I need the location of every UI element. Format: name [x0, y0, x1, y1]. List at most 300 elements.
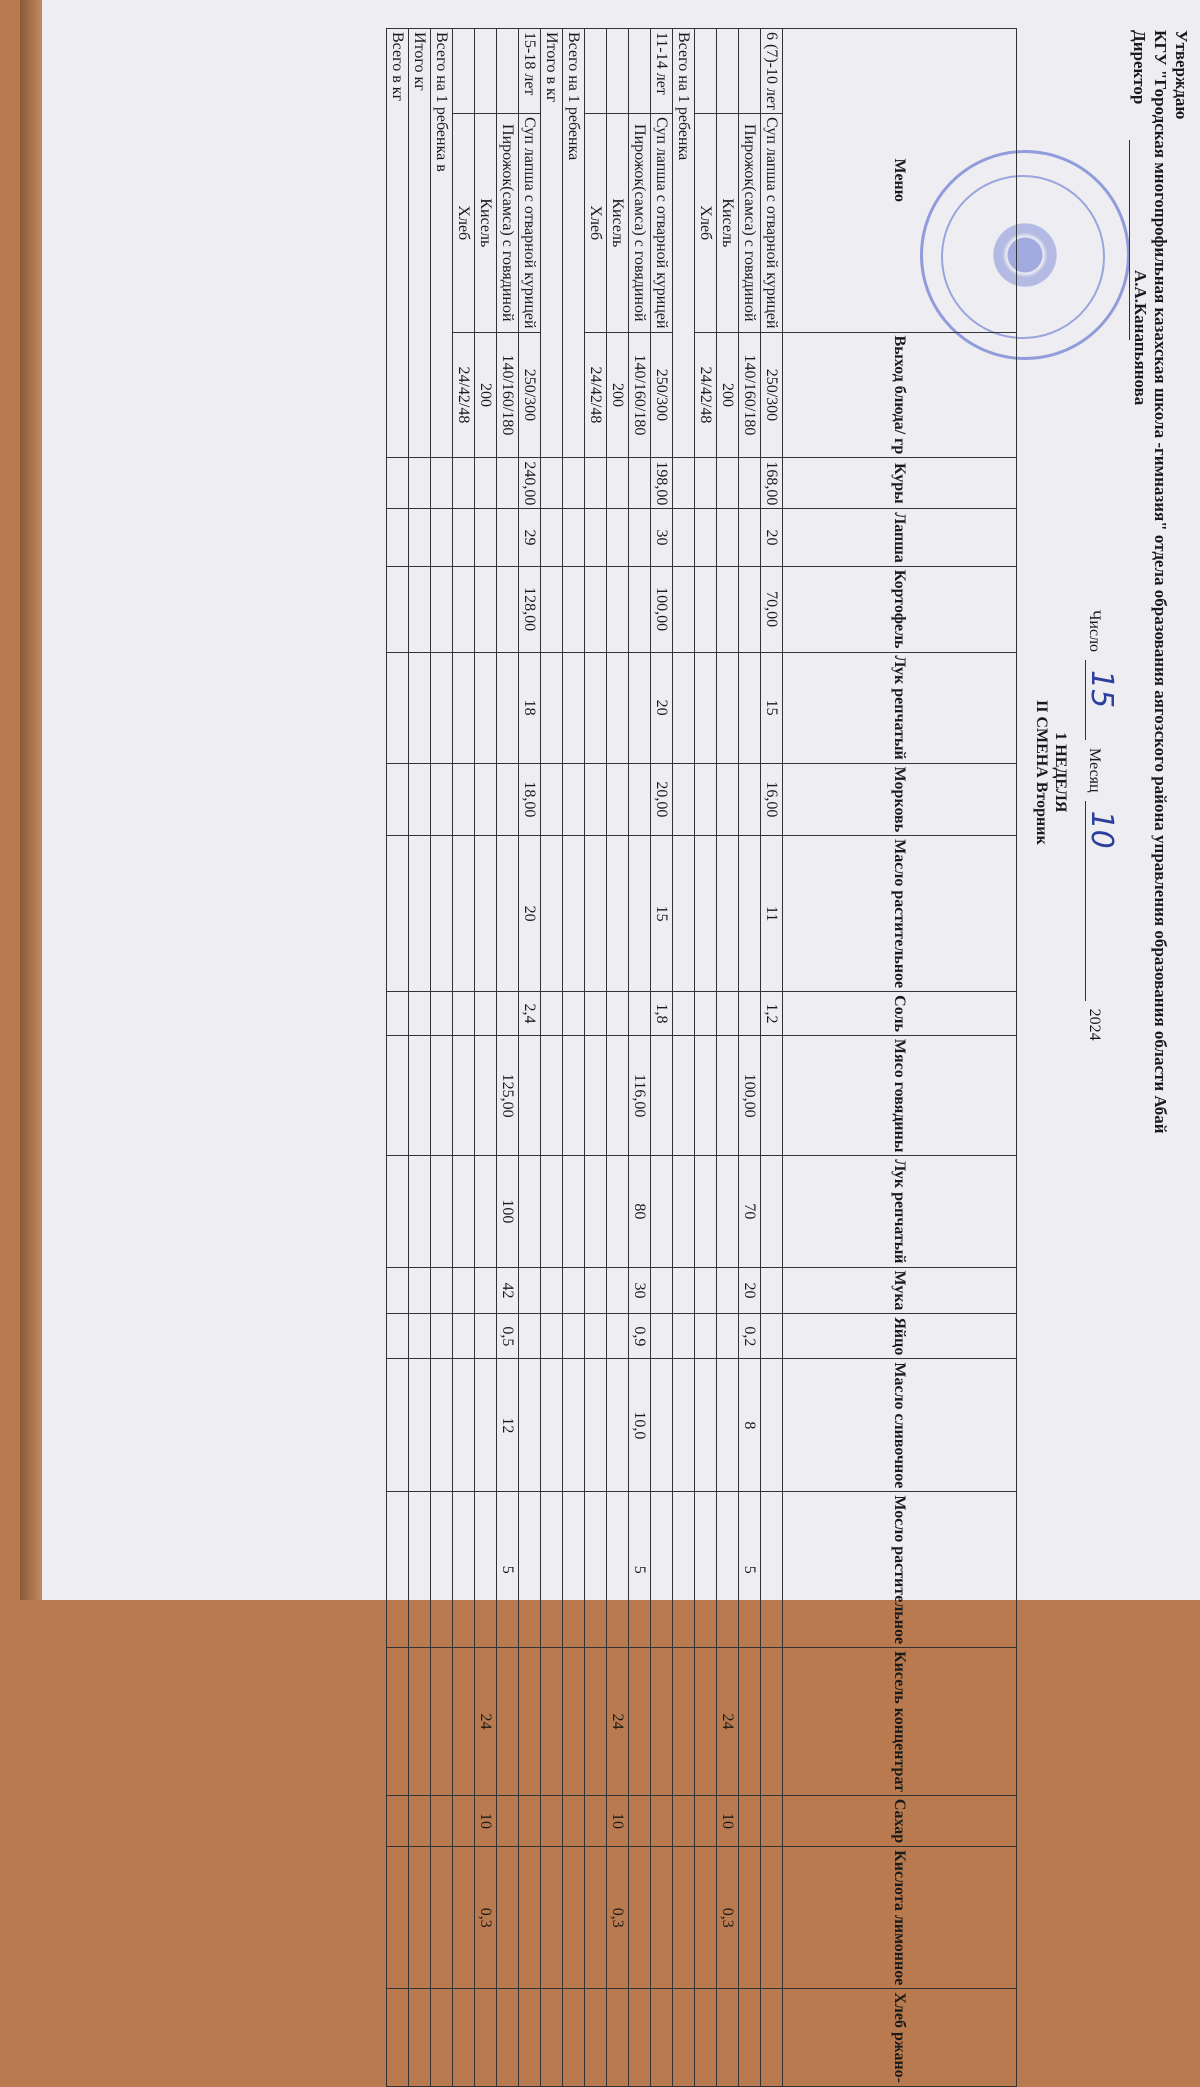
ingredient-cell — [695, 992, 717, 1036]
month-value: 10 — [1084, 810, 1119, 849]
ingredient-cell — [695, 1989, 717, 2087]
total-cell — [673, 1847, 695, 1989]
ingredient-cell — [585, 1314, 607, 1359]
ingredient-cell — [651, 1847, 673, 1989]
ingredient-cell: 0,5 — [497, 1314, 519, 1359]
ingredient-cell — [519, 1156, 541, 1267]
age-group-cell: 11-14 лет — [651, 29, 673, 114]
yield-cell: 24/42/48 — [695, 332, 717, 458]
total-cell — [409, 992, 431, 1036]
ingredient-cell — [453, 836, 475, 992]
ingredient-cell — [695, 1847, 717, 1989]
total-cell — [409, 566, 431, 652]
total-cell — [563, 836, 585, 992]
table-row — [651, 29, 673, 2087]
total-label: Всего на 1 ребенка — [673, 29, 695, 458]
year-value: 2024 — [1086, 1008, 1103, 1041]
ingredient-cell — [585, 1359, 607, 1492]
ingredient-cell — [695, 1267, 717, 1314]
ingredient-cell — [651, 1492, 673, 1648]
total-row — [387, 29, 409, 2087]
total-cell — [541, 458, 563, 509]
total-cell — [409, 1648, 431, 1796]
total-cell — [431, 1035, 453, 1155]
ingredient-cell: 20 — [761, 509, 783, 566]
total-label: Итого в кг — [541, 29, 563, 458]
total-cell — [387, 1989, 409, 2087]
ingredient-cell: 125,00 — [497, 1035, 519, 1155]
dish-name-cell: Пирожок(самса) с говядиной — [497, 114, 519, 332]
header-block — [1129, 30, 1192, 1134]
ingredient-cell — [497, 763, 519, 836]
total-cell — [387, 1267, 409, 1314]
column-header: Яйцо — [783, 1314, 1017, 1359]
total-cell — [673, 992, 695, 1036]
ingredient-cell — [519, 1035, 541, 1155]
ingredient-cell: 30 — [629, 1267, 651, 1314]
month-label: Месяц — [1086, 748, 1103, 793]
table-header-row — [783, 29, 1017, 2087]
ingredient-cell — [629, 992, 651, 1036]
total-cell — [409, 1267, 431, 1314]
ingredient-cell — [475, 509, 497, 566]
total-row — [541, 29, 563, 2087]
ingredient-cell — [717, 1492, 739, 1648]
ingredient-cell — [497, 992, 519, 1036]
ingredient-cell: 8 — [739, 1359, 761, 1492]
yield-cell: 250/300 — [519, 332, 541, 458]
column-header: Кортофель — [783, 566, 1017, 652]
ingredient-cell — [497, 566, 519, 652]
total-cell — [431, 1314, 453, 1359]
ingredient-cell — [717, 1267, 739, 1314]
total-cell — [563, 1492, 585, 1648]
total-cell — [541, 509, 563, 566]
total-cell — [563, 566, 585, 652]
ingredient-cell — [695, 652, 717, 763]
ingredient-cell — [497, 836, 519, 992]
ingredient-cell: 15 — [761, 652, 783, 763]
ingredient-cell — [761, 1847, 783, 1989]
day-label: Число — [1086, 610, 1103, 653]
total-cell — [409, 1847, 431, 1989]
total-cell — [431, 1492, 453, 1648]
date-row — [1084, 610, 1119, 1041]
ingredient-cell — [629, 566, 651, 652]
ingredient-cell — [607, 1156, 629, 1267]
ingredient-cell — [629, 1795, 651, 1846]
age-group-cell — [717, 29, 739, 114]
ingredient-cell — [475, 1359, 497, 1492]
day-value: 15 — [1084, 670, 1119, 709]
total-cell — [673, 1156, 695, 1267]
ingredient-cell — [519, 1795, 541, 1846]
ingredient-cell — [761, 1156, 783, 1267]
total-cell — [673, 458, 695, 509]
ingredient-cell — [453, 1267, 475, 1314]
ingredient-cell — [761, 1359, 783, 1492]
age-group-cell — [629, 29, 651, 114]
total-cell — [431, 1847, 453, 1989]
ingredient-cell — [585, 566, 607, 652]
dish-name-cell: Кисель — [717, 114, 739, 332]
ingredient-cell — [739, 763, 761, 836]
dish-name-cell: Суп лапша с отварной курицей — [761, 114, 783, 332]
ingredient-cell — [585, 1989, 607, 2087]
total-cell — [387, 1795, 409, 1846]
total-cell — [541, 1989, 563, 2087]
menu-table — [386, 28, 1017, 2087]
dish-name-cell: Хлеб — [695, 114, 717, 332]
ingredient-cell — [761, 1314, 783, 1359]
column-header: Соль — [783, 992, 1017, 1036]
yield-cell: 140/160/180 — [629, 332, 651, 458]
ingredient-cell — [497, 1648, 519, 1796]
ingredient-cell: 12 — [497, 1359, 519, 1492]
total-cell — [541, 1035, 563, 1155]
table-row — [585, 29, 607, 2087]
ingredient-cell — [761, 1267, 783, 1314]
ingredient-cell: 100 — [497, 1156, 519, 1267]
ingredient-cell: 5 — [629, 1492, 651, 1648]
ingredient-cell: 0,2 — [739, 1314, 761, 1359]
total-cell — [409, 509, 431, 566]
approve-label: Утверждаю — [1172, 30, 1191, 120]
ingredient-cell — [453, 652, 475, 763]
total-cell — [431, 992, 453, 1036]
ingredient-cell — [453, 1359, 475, 1492]
total-cell — [541, 1492, 563, 1648]
ingredient-cell: 70 — [739, 1156, 761, 1267]
total-cell — [387, 1359, 409, 1492]
ingredient-cell: 10,0 — [629, 1359, 651, 1492]
age-group-cell — [607, 29, 629, 114]
ingredient-cell — [453, 509, 475, 566]
total-cell — [431, 458, 453, 509]
ingredient-cell — [585, 836, 607, 992]
total-cell — [431, 1648, 453, 1796]
age-group-cell: 15-18 лет — [519, 29, 541, 114]
column-header: Сахар — [783, 1795, 1017, 1846]
ingredient-cell: 128,00 — [519, 566, 541, 652]
ingredient-cell — [475, 1267, 497, 1314]
column-header: Лук репчатый — [783, 652, 1017, 763]
age-group-cell — [695, 29, 717, 114]
ingredient-cell — [717, 836, 739, 992]
dish-name-cell: Суп лапша с отварной курицей — [519, 114, 541, 332]
ingredient-cell — [739, 458, 761, 509]
yield-cell: 200 — [607, 332, 629, 458]
total-cell — [673, 1314, 695, 1359]
yield-cell: 250/300 — [761, 332, 783, 458]
total-cell — [541, 1795, 563, 1846]
column-header: Морковь — [783, 763, 1017, 836]
table-row — [497, 29, 519, 2087]
ingredient-cell — [695, 509, 717, 566]
column-header: Мука — [783, 1267, 1017, 1314]
column-header: Кислота лимонное — [783, 1847, 1017, 1989]
ingredient-cell — [475, 652, 497, 763]
table-row — [695, 29, 717, 2087]
ingredient-cell — [585, 1795, 607, 1846]
ingredient-cell — [739, 1847, 761, 1989]
total-cell — [409, 1492, 431, 1648]
ingredient-cell: 0,3 — [475, 1847, 497, 1989]
ingredient-cell — [585, 1156, 607, 1267]
ingredient-cell — [739, 509, 761, 566]
ingredient-cell — [651, 1267, 673, 1314]
ingredient-cell — [695, 1314, 717, 1359]
column-header: Лук репчатый — [783, 1156, 1017, 1267]
total-cell — [541, 1847, 563, 1989]
total-cell — [673, 509, 695, 566]
ingredient-cell: 20 — [739, 1267, 761, 1314]
ingredient-cell — [629, 1989, 651, 2087]
total-cell — [563, 652, 585, 763]
ingredient-cell: 20 — [519, 836, 541, 992]
ingredient-cell — [717, 1314, 739, 1359]
ingredient-cell — [607, 566, 629, 652]
ingredient-cell — [717, 1156, 739, 1267]
ingredient-cell: 20 — [651, 652, 673, 763]
ingredient-cell — [739, 566, 761, 652]
ingredient-cell: 24 — [475, 1648, 497, 1796]
ingredient-cell — [585, 1847, 607, 1989]
ingredient-cell — [695, 1795, 717, 1846]
ingredient-cell — [475, 1156, 497, 1267]
total-cell — [409, 652, 431, 763]
signer-name: А.А.Канапьянова — [1131, 270, 1150, 406]
ingredient-cell — [585, 763, 607, 836]
ingredient-cell — [607, 509, 629, 566]
ingredient-cell — [761, 1795, 783, 1846]
yield-cell: 24/42/48 — [585, 332, 607, 458]
table-row — [761, 29, 783, 2087]
table-row — [607, 29, 629, 2087]
ingredient-cell — [761, 1648, 783, 1796]
ingredient-cell: 100,00 — [739, 1035, 761, 1155]
total-label: Всего в кг — [387, 29, 409, 458]
column-header: Выход блюда/ гр — [783, 332, 1017, 458]
total-cell — [541, 652, 563, 763]
total-cell — [673, 1989, 695, 2087]
ingredient-cell — [651, 1359, 673, 1492]
total-cell — [409, 1989, 431, 2087]
total-cell — [673, 1035, 695, 1155]
ingredient-cell — [607, 1492, 629, 1648]
ingredient-cell — [519, 1847, 541, 1989]
ingredient-cell — [717, 1989, 739, 2087]
age-group-cell — [453, 29, 475, 114]
ingredient-cell: 15 — [651, 836, 673, 992]
rotated-document — [20, 0, 1200, 2084]
age-group-cell — [585, 29, 607, 114]
total-row — [431, 29, 453, 2087]
ingredient-cell: 18,00 — [519, 763, 541, 836]
ingredient-cell — [629, 652, 651, 763]
ingredient-cell — [651, 1648, 673, 1796]
ingredient-cell — [629, 836, 651, 992]
ingredient-cell: 168,00 — [761, 458, 783, 509]
total-cell — [541, 1267, 563, 1314]
ingredient-cell: 10 — [717, 1795, 739, 1846]
total-cell — [431, 1795, 453, 1846]
ingredient-cell — [629, 1648, 651, 1796]
table-row — [739, 29, 761, 2087]
column-header: Мясо говядины — [783, 1035, 1017, 1155]
total-cell — [673, 1267, 695, 1314]
total-cell — [673, 652, 695, 763]
total-row — [409, 29, 431, 2087]
ingredient-cell — [695, 1648, 717, 1796]
table-row — [629, 29, 651, 2087]
total-cell — [387, 652, 409, 763]
ingredient-cell — [739, 836, 761, 992]
ingredient-cell — [651, 1156, 673, 1267]
total-cell — [409, 1156, 431, 1267]
table-row — [453, 29, 475, 2087]
ingredient-cell: 0,3 — [717, 1847, 739, 1989]
age-group-cell — [475, 29, 497, 114]
ingredient-cell — [717, 1359, 739, 1492]
total-cell — [541, 566, 563, 652]
ingredient-cell — [739, 1648, 761, 1796]
total-cell — [541, 1359, 563, 1492]
ingredient-cell — [497, 1795, 519, 1846]
ingredient-cell — [695, 458, 717, 509]
ingredient-cell — [607, 652, 629, 763]
total-cell — [541, 1314, 563, 1359]
table-row — [475, 29, 497, 2087]
ingredient-cell — [651, 1795, 673, 1846]
ingredient-cell — [717, 1035, 739, 1155]
column-header: Масло сливочное — [783, 1359, 1017, 1492]
total-cell — [563, 1156, 585, 1267]
ingredient-cell: 30 — [651, 509, 673, 566]
ingredient-cell: 116,00 — [629, 1035, 651, 1155]
total-cell — [387, 763, 409, 836]
dish-name-cell: Хлеб — [585, 114, 607, 332]
ingredient-cell: 24 — [717, 1648, 739, 1796]
ingredient-cell — [585, 1492, 607, 1648]
total-cell — [387, 992, 409, 1036]
ingredient-cell — [497, 1989, 519, 2087]
ingredient-cell: 18 — [519, 652, 541, 763]
ingredient-cell — [739, 652, 761, 763]
ingredient-cell: 0,3 — [607, 1847, 629, 1989]
ingredient-cell — [695, 763, 717, 836]
ingredient-cell — [453, 1492, 475, 1648]
total-cell — [387, 458, 409, 509]
total-cell — [387, 1847, 409, 1989]
ingredient-cell — [695, 566, 717, 652]
ingredient-cell — [475, 1989, 497, 2087]
ingredient-cell — [607, 1989, 629, 2087]
ingredient-cell — [717, 992, 739, 1036]
ingredient-cell: 16,00 — [761, 763, 783, 836]
ingredient-cell: 10 — [475, 1795, 497, 1846]
total-cell — [541, 1156, 563, 1267]
ingredient-cell: 42 — [497, 1267, 519, 1314]
total-cell — [409, 836, 431, 992]
total-cell — [409, 1795, 431, 1846]
total-cell — [409, 763, 431, 836]
ingredient-cell — [475, 1314, 497, 1359]
dish-name-cell: Кисель — [475, 114, 497, 332]
total-cell — [673, 1492, 695, 1648]
ingredient-cell — [629, 763, 651, 836]
total-cell — [541, 836, 563, 992]
total-row — [673, 29, 695, 2087]
total-cell — [563, 458, 585, 509]
ingredient-cell — [453, 1795, 475, 1846]
column-header: Лапша — [783, 509, 1017, 566]
shift-label: II СМЕНА Вторник — [1033, 700, 1050, 845]
ingredient-cell — [629, 509, 651, 566]
ingredient-cell — [453, 566, 475, 652]
total-cell — [409, 458, 431, 509]
dish-name-cell: Суп лапша с отварной курицей — [651, 114, 673, 332]
age-group-cell — [497, 29, 519, 114]
ingredient-cell — [607, 1035, 629, 1155]
total-cell — [409, 1359, 431, 1492]
ingredient-cell: 5 — [739, 1492, 761, 1648]
total-cell — [387, 1035, 409, 1155]
total-cell — [563, 1314, 585, 1359]
total-cell — [563, 763, 585, 836]
ingredient-cell — [585, 1267, 607, 1314]
total-cell — [563, 1847, 585, 1989]
director-label: Директор — [1130, 30, 1149, 105]
ingredient-cell — [739, 992, 761, 1036]
week-block — [1032, 700, 1070, 845]
ingredient-cell — [453, 1847, 475, 1989]
paper-sheet — [20, 0, 1200, 2084]
ingredient-cell: 198,00 — [651, 458, 673, 509]
dish-name-cell: Хлеб — [453, 114, 475, 332]
ingredient-cell — [585, 1035, 607, 1155]
total-cell — [387, 1492, 409, 1648]
total-label: Итого кг — [409, 29, 431, 458]
ingredient-cell — [453, 763, 475, 836]
ingredient-cell: 100,00 — [651, 566, 673, 652]
total-cell — [563, 1648, 585, 1796]
ingredient-cell — [453, 1035, 475, 1155]
ingredient-cell: 2,4 — [519, 992, 541, 1036]
ingredient-cell — [519, 1989, 541, 2087]
total-cell — [673, 1648, 695, 1796]
total-cell — [673, 1359, 695, 1492]
ingredient-cell — [651, 1989, 673, 2087]
total-cell — [409, 1035, 431, 1155]
ingredient-cell — [585, 458, 607, 509]
ingredient-cell — [739, 1989, 761, 2087]
ingredient-cell — [695, 1156, 717, 1267]
yield-cell: 200 — [475, 332, 497, 458]
age-group-cell: 6 (7)-10 лет — [761, 29, 783, 114]
day-field — [1084, 660, 1119, 740]
ingredient-cell: 240,00 — [519, 458, 541, 509]
ingredient-cell — [607, 836, 629, 992]
dish-name-cell: Кисель — [607, 114, 629, 332]
total-cell — [541, 992, 563, 1036]
ingredient-cell — [475, 763, 497, 836]
ingredient-cell — [519, 1492, 541, 1648]
ingredient-cell — [585, 992, 607, 1036]
ingredient-cell — [519, 1648, 541, 1796]
total-cell — [563, 1267, 585, 1314]
total-cell — [563, 1989, 585, 2087]
